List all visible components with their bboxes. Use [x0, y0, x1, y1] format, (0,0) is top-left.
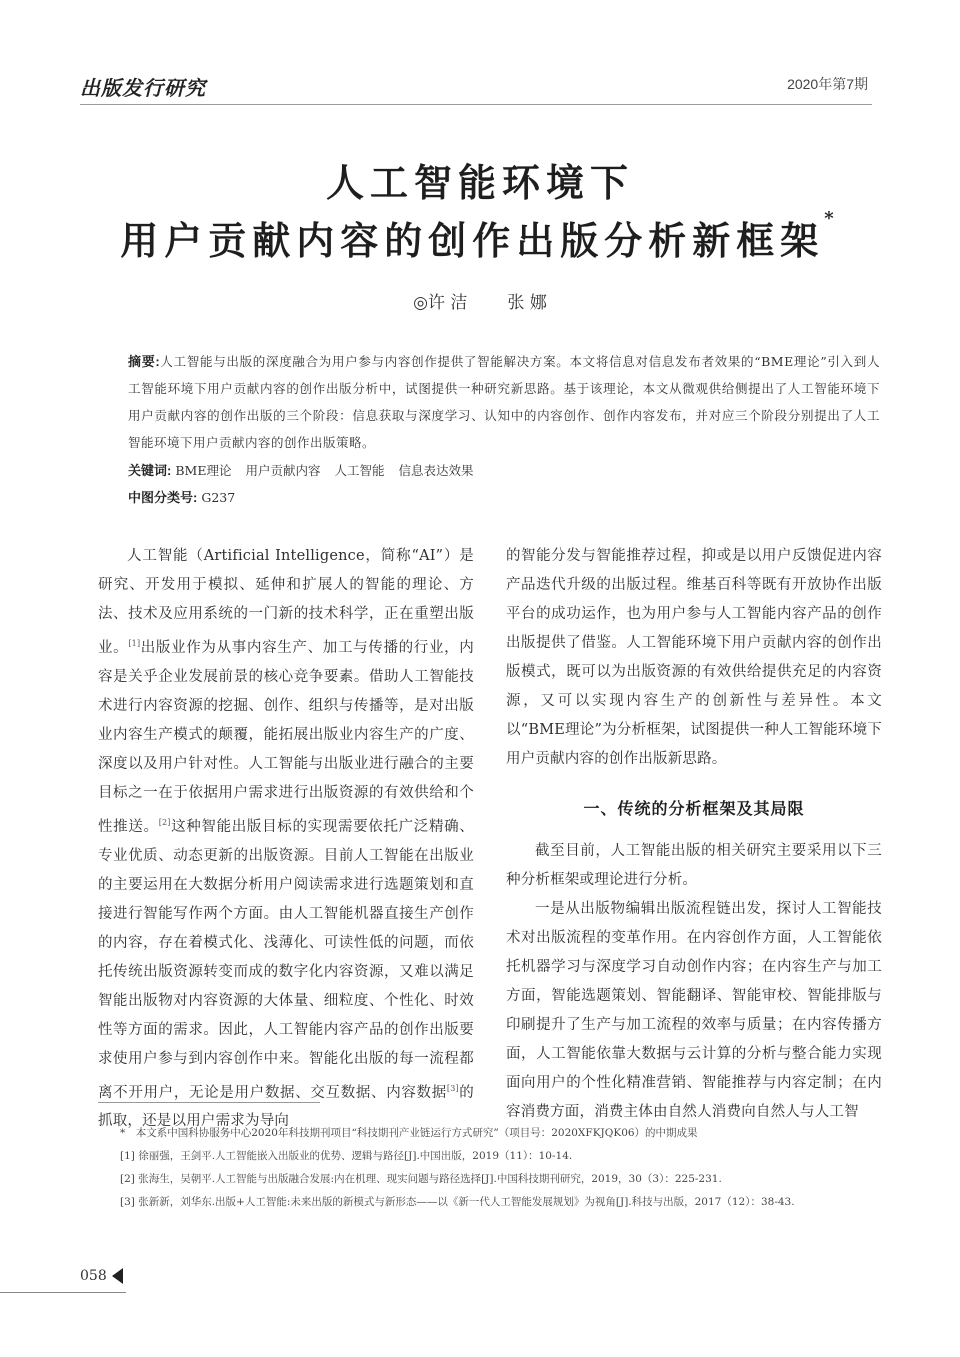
keyword-item: 用户贡献内容 — [245, 463, 321, 478]
body-paragraph — [98, 542, 474, 1136]
keywords-label: 关键词: — [128, 463, 172, 478]
abstract — [128, 348, 880, 456]
footnote-fund: * 本文系中国科协服务中心2020年科技期刊项目“科技期刊产业链运行方式研究”（项目号：2020XFKJQK06）的中期成果 — [120, 1127, 698, 1139]
body-text: 人工智能（Artificial Intelligence，简称“AI”）是研究、开发用于模拟、延伸和扩展人的智能的理论、方法、技术及应用系统的一门新的技术科学，正在重塑出版业。 — [98, 548, 474, 656]
author-2: 张 娜 — [507, 293, 547, 313]
article-title-line2 — [0, 210, 960, 265]
footnotes — [120, 1122, 882, 1214]
author-marker: ◎ — [413, 293, 429, 313]
classification-number — [128, 487, 235, 509]
clc-value: G237 — [201, 490, 236, 505]
body-text: 这种智能出版目标的实现需要依托广泛精确、专业优质、动态更新的出版资源。目前人工智能在出版业的主要运用在大数据分析用户阅读需求进行选题策划和直接进行智能写作两个方面。由人工智能机器直接生产创作的内容，存在着模式化、浅薄化、可读性低的问题，而依托传统出版资源转变而成的数字化内容资源，又难以满足智能出版物对内容资源的大体量、细粒度、个性化、时效性等方面的需求。因此，人工智能内容产品的创作出版要求使用户参与到内容创作中来。智能化出版的每一流程都离不开用户，无论是用户数据、交互数据、内容数据 — [98, 818, 474, 1101]
title-line2-text: 用户贡献内容的创作出版分析新框架 — [120, 218, 825, 263]
author-1: 许 洁 — [428, 293, 468, 313]
section-heading: 一、传统的分析框架及其局限 — [583, 799, 805, 818]
page-arrow-icon — [112, 1268, 123, 1284]
page-number: 058 — [80, 1268, 107, 1284]
body-paragraph: 截至目前，人工智能出版的相关研究主要采用以下三种分析框架或理论进行分析。 — [506, 843, 882, 888]
footnote-rule — [98, 1102, 320, 1103]
body-paragraph: 的智能分发与智能推荐过程，抑或是以用户反馈促进内容产品迭代升级的出版过程。维基百科等既有开放协作出版平台的成功运作，也为用户参与人工智能内容产品的创作出版提供了借鉴。人工智能环境下用户贡献内容的创作出版模式，既可以为出版资源的有效供给提供充足的内容资源，又可以实现内容生产的创新性与差异性。本文以“BME理论”为分析框架，试图提供一种人工智能环境下用户贡献内容的创作出版新思路。 — [506, 548, 882, 767]
footnote-reference: [2] 张海生，吴朝平.人工智能与出版融合发展:内在机理、现实问题与路径选择[J].中国科技期刊研究，2019，30（3）：225-231. — [120, 1173, 722, 1185]
abstract-text: 人工智能与出版的深度融合为用户参与内容创作提供了智能解决方案。本文将信息对信息发布者效果的“BME理论”引入到人工智能环境下用户贡献内容的创作出版分析中，试图提供一种研究新思路。基于该理论，本文从微观供给侧提出了人工智能环境下用户贡献内容的创作出版的三个阶段：信息获取与深度学习、认知中的内容创作、创作内容发布，并对应三个阶段分别提出了人工智能环境下用户贡献内容的创作出版策略。 — [128, 354, 880, 450]
title-footnote-mark: * — [824, 208, 840, 229]
keyword-item: BME理论 — [175, 463, 232, 478]
bottom-rule — [0, 1292, 126, 1293]
journal-name: 出版发行研究 — [80, 76, 206, 100]
body-column-left — [98, 542, 474, 1136]
body-paragraph: 一是从出版物编辑出版流程链出发，探讨人工智能技术对出版流程的变革作用。在内容创作方面，人工智能依托机器学习与深度学习自动创作内容；在内容生产与加工方面，智能选题策划、智能翻译、智能审校、智能排版与印刷提升了生产与加工流程的效率与质量；在内容传播方面，人工智能依靠大数据与云计算的分析与整合能力实现面向用户的个性化精准营销、智能推荐与内容定制；在内容消费方面，消费主体由自然人消费向自然人与人工智 — [506, 901, 882, 1120]
keywords — [128, 460, 880, 482]
footnote-reference: [3] 张新新，刘华东.出版+人工智能:未来出版的新模式与新形态——以《新一代人工智能发展规划》为视角[J].科技与出版，2017（12）：38-43. — [120, 1196, 795, 1208]
body-column-right — [506, 542, 882, 1127]
citation-ref: [3] — [446, 1083, 459, 1093]
author-line — [0, 288, 960, 313]
body-text: 的抓取，还是以用户需求为导向 — [98, 1084, 474, 1130]
header-rule — [80, 104, 872, 105]
keyword-item: 人工智能 — [334, 463, 385, 478]
citation-ref: [2] — [158, 817, 171, 827]
clc-label: 中图分类号: — [128, 490, 198, 505]
article-title-line1: 人工智能环境下 — [325, 160, 634, 205]
citation-ref: [1] — [128, 639, 141, 648]
issue-label: 2020年第7期 — [787, 76, 868, 92]
body-text: 出版业作为从事内容生产、加工与传播的行业，内容是关乎企业发展前景的核心竞争要素。借助人工智能技术进行内容资源的挖掘、创作、组织与传播等，是对出版业内容生产模式的颠覆，能拓展出版业内容生产的广度、深度以及用户针对性。人工智能与出版业进行融合的主要目标之一在于依据用户需求进行出版资源的有效供给和个性推送。 — [98, 639, 474, 835]
keyword-item: 信息表达效果 — [398, 463, 474, 478]
footnote-reference: [1] 徐丽强，王剑平.人工智能嵌入出版业的优势、逻辑与路径[J].中国出版，2019（11）：10-14. — [120, 1150, 573, 1162]
abstract-label: 摘要: — [128, 354, 161, 369]
